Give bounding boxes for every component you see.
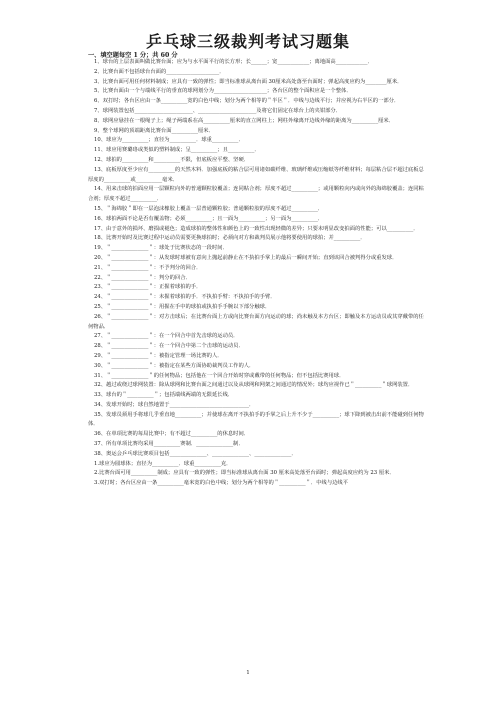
question-item: 3、比赛台面可用任何材料制成；应具有一致的弹性；即当标准球从离台面 30厘米高处落至台面时；弹起高度应约为________厘米． <box>94 78 403 85</box>
question-item: 1.球应为圆球体；直径为__________．球重__________克． <box>94 460 232 467</box>
question-item: 8、球网应悬挂在一根绳子上；绳子两端系在高__________厘米的直立网柱上；网柱外缘离开边线外缘的距离为__________厘米． <box>94 117 394 124</box>
question-item: 13、底板厚度至少应有__________的天然木料．加强底板的粘合层可用诸如碳纤维、玻璃纤维或压缩纸等纤维材料；每层粘合层不超过底板总厚度的__________或__________毫米． <box>88 166 424 183</box>
question-item: 2.比赛台面可用__________制成；应具有一致的弹性；即当标准球从离台面 30 厘米高处落至台面时；弹起高度应约为 23 厘米． <box>94 470 395 477</box>
question-item: 1、球台的上层表面叫做比赛台面；应为与水平面平行的长方形；长______；宽____________；离地面高____________． <box>94 59 373 65</box>
question-item: 35、发球员须用手将球几乎垂直地__________；并使球在离开不执拍手的手掌之后上升不少于__________；球下降到被击出前不能碰到任何物体． <box>88 411 424 428</box>
question-item: 38、奥运会乒乓球比赛项目包括______________、______________、______________． <box>94 450 297 457</box>
question-item: 25、＂______________＂：用握在手中的球拍或执拍手手腕以下部分触球． <box>94 303 271 310</box>
question-item: 7、球网装置包括______________________、______________________及将它们固定在球台上的夹钳部分． <box>94 107 342 114</box>
question-item: 37、所有单项比赛均采用__________赛制．______________制． <box>94 441 244 448</box>
question-item: 6、双打时；各台区应由一条__________宽的白色中线；划分为两个相等的＂半区＂．中线与边线平行；并应视为右半区的一部分． <box>94 98 400 105</box>
question-item: 21、＂______________＂：不予判分的回合． <box>94 264 202 271</box>
question-item: 5、比赛台面由一个与端线平行的垂直的球网划分为____________________；各台区的整个面积应是一个整体． <box>94 88 352 95</box>
question-item: 11、球应用赛璐珞或类似的塑料制成；呈__________；且__________． <box>94 147 260 154</box>
question-item: 26、＂______________＂：对方击球后；在比赛台面上方或向比赛台面方向运动的球；尚未触及本方台区；即触及本方运动员或其穿戴带的任何物品． <box>88 313 424 330</box>
section-heading: 一、填空题每空 1 分；共 60 分 <box>88 52 178 59</box>
question-item: 18、比赛开始时及比赛过程中运动员需要更换球拍时；必须向对方和裁判员展示他将要使用的球拍；并__________． <box>94 235 366 242</box>
question-item: 27、＂______________＂：在一个回合中首先击球的运动员． <box>94 333 239 340</box>
question-item: 30、＂______________＂：被指定在某些方面协助裁判员工作的人． <box>94 362 255 369</box>
question-item: 9、整个球网的顶端距离比赛台面__________厘米． <box>94 127 214 134</box>
question-item: 16、球拍两面不论是否有覆盖物；必须__________；且一面为__________；另一面为__________． <box>94 215 324 222</box>
question-item: 34、发球开始时；球自然地置于______________________________． <box>94 401 255 408</box>
question-item: 19、＂______________＂：球处于比赛状态的一段时间． <box>94 245 228 252</box>
question-item: 10、球应为__________；直径为__________．球重__________． <box>94 137 244 144</box>
question-item: 23、＂______________＂：正握着球拍的手． <box>94 284 202 291</box>
question-item: 28、＂______________＂：在一个回合中第二个击球的运动员． <box>94 343 244 350</box>
question-item: 17、由于意外的损坏、磨损或褪色；造成球拍的整体性和颜色上的一致性出现轻微的差异；只要未明显改变拍面的性能；可以__________． <box>94 225 419 232</box>
question-item: 14、用来击球的拍面应用一层颗粒向外的普通颗粒胶覆盖；连同粘合剂；厚度不超过__________；或用颗粒向内或向外的海绵胶覆盖；连同粘合剂；厚度不超过__________． <box>88 186 424 203</box>
question-item: 29、＂______________＂：被指定管理一场比赛的人． <box>94 352 223 359</box>
question-item: 2、比赛台面不包括球台台面的____________________． <box>94 68 225 75</box>
question-item: 32、越过或绕过球网装置：除从球网和比赛台面之间通过以及从球网和网架之间通过的情况外；球均应视作已＂__________＂球网装置． <box>94 382 414 389</box>
question-item: 36、在单项比赛的每局比赛中；有不超过__________的休息时间． <box>94 431 250 438</box>
question-item: 22、＂______________＂：判分的回合． <box>94 274 191 281</box>
question-item: 24、＂______________＂：未握着球拍的手．不执拍手臂：不执拍手的手臂． <box>94 294 276 301</box>
question-item: 33、球台的＂__________＂；包括端线两端的无限延长线． <box>94 392 234 399</box>
page-number: 1 <box>246 670 250 676</box>
question-list <box>88 58 424 489</box>
question-item: 15、＂海绵胶＂即在一层泡沫橡胶上覆盖一层普通颗粒胶；普通颗粒胶的厚度不超过__________． <box>94 205 324 212</box>
question-item: 31、＂______________＂的任何物品；包括他在一个回合开始时穿或戴带的任何物品；但不包括比赛用球． <box>94 372 345 379</box>
question-item: 12、球拍的__________和__________不限，但底板应平整、坚硬． <box>94 156 250 163</box>
question-item: 20、＂______________＂：从发球时球被有意向上抛起前静止在不执拍手掌上的最后一瞬间开始；直到该回合被判得分或重发球． <box>94 254 398 261</box>
document-title: 乒乓球三级裁判考试习题集 <box>145 32 350 51</box>
question-item: 3.双打时；各台区应由一条__________毫米宽的白色中线；划分为两个相等的＂__________＂．中线与边线平 <box>94 480 349 487</box>
